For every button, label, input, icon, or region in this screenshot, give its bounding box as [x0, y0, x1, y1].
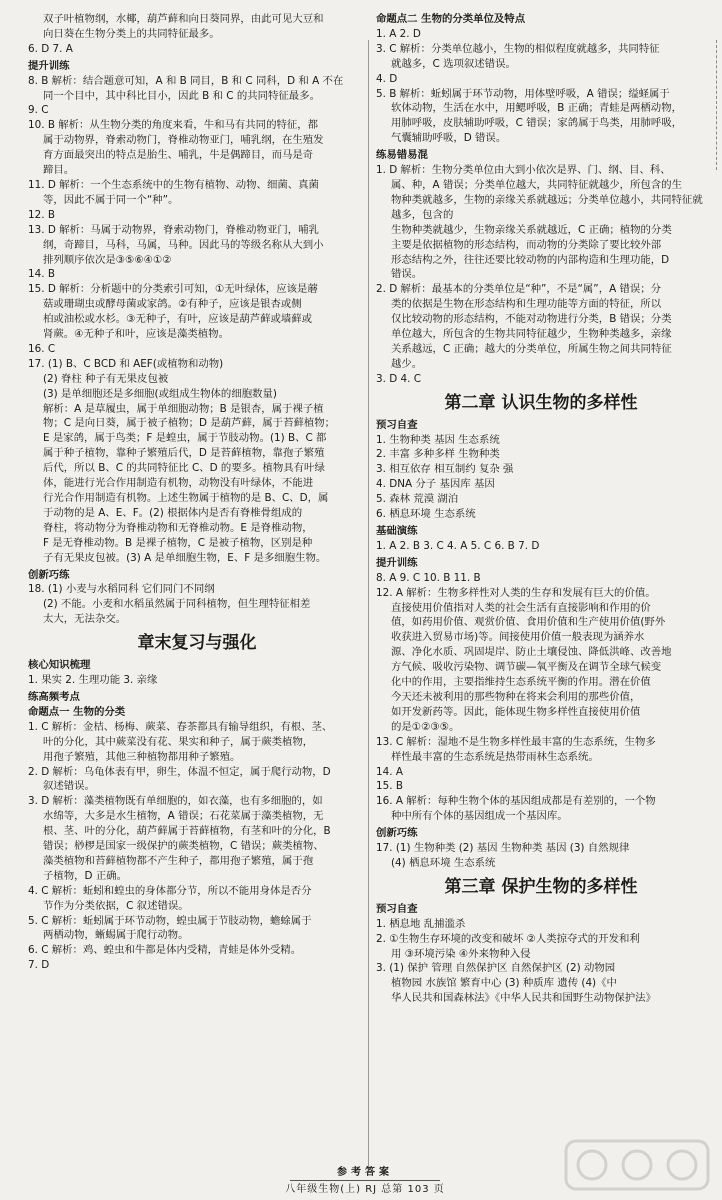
answer-line: 类的依据是生物在形态结构和生理功能等方面的特征，所以 — [391, 298, 662, 311]
answer-line: 6. D 7. A — [28, 42, 73, 55]
answer-line: 化中的作用，主要指维持生态系统平衡的作用。潜在价值 — [391, 676, 651, 689]
answer-line: 13. D 解析：马属于动物界，脊索动物门，脊椎动物亚门，哺乳 — [28, 223, 319, 236]
topic-heading: 命题点一 生物的分类 — [28, 705, 126, 718]
answer-line: 错误。 — [391, 268, 423, 281]
answer-line: 10. B 解析：从生物分类的角度来看，牛和马有共同的特征，都 — [28, 119, 319, 132]
answer-line: 收获进入贸易市场)等。间接使用价值一般表现为涵养水 — [391, 631, 645, 644]
answer-line: 3. D 4. C — [376, 372, 421, 385]
chapter-heading: 第三章 保护生物的多样性 — [444, 876, 638, 897]
answer-line: 如开发新药等。因此，能体现生物多样性直接使用价值 — [391, 705, 641, 718]
answer-line: 5. C 解析：蚯蚓属于环节动物，蝗虫属于节肢动物，蟾蜍属于 — [28, 914, 312, 927]
answer-line: 3. C 解析：分类单位越小，生物的相似程度就越多，共同特征 — [376, 42, 660, 55]
answer-line: 15. D 解析：分析题中的分类索引可知，①无叶绿体，应该是蘑 — [28, 283, 318, 296]
answer-line: 直接使用价值指对人类的社会生活有直接影响和作用的价 — [391, 601, 651, 614]
section-heading: 练高频考点 — [28, 690, 80, 703]
answer-line: 4. DNA 分子 基因库 基因 — [376, 478, 495, 491]
answer-line: 2. 丰富 多种多样 生物种类 — [376, 448, 500, 461]
watermark-stamp — [562, 1135, 712, 1195]
answer-line: 14. A — [376, 765, 403, 778]
answer-line: 6. 栖息环境 生态系统 — [376, 508, 476, 521]
answer-line: 12. B — [28, 208, 55, 221]
answer-line: 2. D 解析：最基本的分类单位是“种”，不是“属”，A 错误；分 — [376, 283, 662, 296]
answer-line: F 是无脊椎动物。B 是裸子植物，C 是被子植物，区别是种 — [43, 536, 313, 549]
answer-line: 用 ③环境污染 ④外来物种入侵 — [391, 947, 531, 960]
chapter-heading: 第二章 认识生物的多样性 — [444, 392, 638, 413]
answer-line: 叙述错误。 — [43, 780, 95, 793]
answer-line: 17. (1) B、C BCD 和 AEF(或植物和动物) — [28, 357, 224, 370]
answer-line: 1. A 2. B 3. C 4. A 5. C 6. B 7. D — [376, 539, 540, 552]
section-heading: 创新巧练 — [376, 827, 418, 840]
topic-heading: 命题点二 生物的分类单位及特点 — [376, 13, 526, 25]
answer-line: 17. (1) 生物种类 (2) 基因 生物种类 基因 (3) 自然规律 — [376, 842, 630, 855]
answer-line: 根、茎、叶的分化，葫芦藓属于苔藓植物，有茎和叶的分化，B — [43, 825, 331, 838]
answer-line: 属于种子植物，靠种子繁殖后代，D 是苔藓植物，靠孢子繁殖 — [43, 447, 325, 460]
answer-line: 用肺呼吸，皮肤辅助呼吸，C 错误；家鸽属于鸟类，用肺呼吸， — [391, 117, 683, 130]
answer-line: 属于动物界，脊索动物门，脊椎动物亚门，哺乳纲，在生殖发 — [43, 134, 324, 147]
answer-line: 双子叶植物纲，水椰，葫芦藓和向日葵同界，由此可见大豆和 — [43, 13, 324, 25]
answer-line: 主要是依据植物的形态结构，而动物的分类除了要比较外部 — [391, 238, 662, 251]
answer-line: 节作为分类依据，C 叙述错误。 — [43, 899, 189, 912]
answer-line: 行光合作用制造有机物。上述生物属于植物的是 B、C、D，属 — [43, 492, 329, 504]
answer-line: 1. C 解析：金桔、杨梅、蕨菜、春茶都具有输导组织，有根、茎、 — [28, 720, 333, 733]
section-heading: 预习自查 — [376, 418, 418, 431]
answer-line: 2. D 解析：乌龟体表有甲，卵生，体温不恒定，属于爬行动物，D — [28, 765, 331, 778]
answer-line: 物；C 是向日葵，属于被子植物；D 是葫芦藓，属于苔藓植物； — [43, 417, 336, 430]
answer-line: 9. C — [28, 104, 49, 117]
answer-line: 子植物，D 正确。 — [43, 869, 128, 882]
answer-line: 就越多，C 选项叙述错误。 — [391, 57, 516, 70]
answer-line: 纲，奇蹄目，马科，马属，马种。因此马的等级名称从大到小 — [43, 238, 324, 251]
answer-line: 后代，所以 B、C 的共同特征比 C、D 的要多。植物具有叶绿 — [43, 462, 325, 475]
answer-line: 12. A 解析：生物多样性对人类的生存和发展有巨大的价值。 — [376, 586, 656, 599]
answer-line: 解析：A 是草履虫，属于单细胞动物；B 是银杏，属于裸子植 — [43, 402, 324, 415]
answer-line: 同一个目中，其中科比目小，因此 B 和 C 的共同特征最多。 — [43, 89, 320, 102]
cut-line — [716, 40, 717, 170]
answer-line: 物种类就越多，生物的亲缘关系就越远；分类单位越小，共同特征就越多，包含的 — [391, 193, 703, 221]
answer-line: 蹄目。 — [43, 164, 75, 177]
answer-line: 关系越远，C 正确；越大的分类单位，所属生物之间共同特征 — [391, 342, 672, 355]
answer-line: 方气候、吸收污染物、调节碳—氧平衡及在调节全球气候变 — [391, 661, 662, 674]
answer-line: 于动物的是 A、E、F。(2) 根据体内是否有脊椎骨组成的 — [43, 506, 303, 519]
answer-line: 3. D 解析：藻类植物既有单细胞的，如衣藻，也有多细胞的，如 — [28, 795, 323, 808]
chapter-heading: 章末复习与强化 — [137, 633, 257, 654]
answer-line: 向日葵在生物分类上的共同特征最多。 — [43, 27, 220, 40]
answer-line: 今天还未被利用的那些物种在将来会利用的那些价值， — [391, 690, 641, 703]
answer-line: 华人民共和国森林法》《中华人民共和国野生动物保护法》 — [391, 992, 656, 1005]
answer-line: 生物种类就越少，生物亲缘关系就越近，C 正确；植物的分类 — [391, 223, 672, 236]
section-heading: 练易错易混 — [376, 149, 428, 162]
answer-line: 软体动物，生活在水中，用鳃呼吸，B 正确；青蛙是两栖动物， — [391, 102, 682, 115]
answer-line: 16. C — [28, 342, 56, 355]
answer-line: 太大，无法杂交。 — [43, 613, 127, 626]
answer-line: 脊柱，将动物分为脊椎动物和无脊椎动物。E 是脊椎动物， — [43, 521, 313, 534]
answer-line: 1. 生物种类 基因 生态系统 — [376, 433, 500, 446]
answer-line: 6. C 解析：鸡、蝗虫和牛都是体内受精，青蛙是体外受精。 — [28, 944, 302, 957]
answer-line: (3) 是单细胞还是多细胞(或组成生物体的细胞数量) — [43, 387, 277, 400]
answer-line: 1. 果实 2. 生理功能 3. 亲缘 — [28, 674, 158, 687]
answer-line: 5. B 解析：蚯蚓属于环节动物，用体壁呼吸，A 错误；缢蛏属于 — [376, 87, 670, 100]
left-column — [28, 12, 366, 973]
answer-line: 值，如药用价值、观赏价值、食用价值和生产使用价值(野外 — [391, 616, 666, 629]
answer-line: 7. D — [28, 959, 50, 972]
answer-line: 18. (1) 小麦与水稻同科 它们同门不同纲 — [28, 583, 215, 596]
answer-line: 5. 森林 荒漠 湖泊 — [376, 493, 459, 506]
section-heading: 核心知识梳理 — [28, 659, 91, 672]
answer-line: 等，因此不属于同一个“种”。 — [43, 193, 179, 206]
answer-line: 种中所有个体的基因组成一个基因库。 — [391, 810, 568, 823]
answer-line: 13. C 解析：湿地不是生物多样性最丰富的生态系统，生物多 — [376, 735, 656, 748]
answer-line: 子有无果皮包被。(3) A 是单细胞生物，E、F 是多细胞生物。 — [43, 551, 327, 564]
answer-line: 样性最丰富的生态系统是热带雨林生态系统。 — [391, 750, 599, 763]
answer-line: 单位越大，所包含的生物共同特征越少，生物种类越多，亲缘 — [391, 328, 672, 341]
answer-line: 1. D 解析：生物分类单位由大到小依次是界、门、纲、目、科、 — [376, 164, 671, 177]
answer-line: 植物园 水族馆 繁育中心 (3) 种质库 遗传 (4)《中 — [391, 977, 617, 990]
answer-line: 育方面最突出的特点是胎生、哺乳，牛是偶蹄目，而马是奇 — [43, 149, 314, 162]
answer-line: 形态结构之外，往往还要比较动物的内部构造和生理功能，D — [391, 253, 670, 266]
answer-line: 水绵等，大多是水生植物，A 错误；石花菜属于藻类植物，无 — [43, 810, 324, 823]
answer-line: 15. B — [376, 780, 403, 793]
answer-line: 气囊辅助呼吸，D 错误。 — [391, 132, 507, 145]
answer-line: 2. ①生物生存环境的改变和破坏 ②人类掠夺式的开发和利 — [376, 932, 640, 945]
answer-line: (2) 脊柱 种子有无果皮包被 — [43, 372, 169, 385]
column-divider — [368, 40, 369, 1170]
section-heading: 提升训练 — [376, 556, 418, 569]
answer-line: 藻类植物和苔藓植物都不产生种子，都用孢子繁殖，属于孢 — [43, 854, 314, 867]
footer-info: 八年级生物(上) RJ 总第 103 页 — [285, 1184, 445, 1195]
answer-line: 肾蕨。④无种子和叶，应该是藻类植物。 — [43, 328, 229, 341]
answer-line: 两栖动物，蜥蜴属于爬行动物。 — [43, 929, 189, 942]
section-heading: 创新巧练 — [28, 568, 70, 581]
answer-line: 8. B 解析：结合题意可知，A 和 B 同目，B 和 C 同科，D 和 A 不在 — [28, 74, 344, 87]
answer-line: 14. B — [28, 268, 55, 281]
answer-line: 柏或油松或水杉。③无种子，有叶，应该是葫芦藓或墙藓或 — [43, 313, 313, 326]
footer-rule — [290, 1180, 440, 1181]
answer-line: 4. D — [376, 72, 398, 85]
answer-line: 的是①②③⑤。 — [391, 720, 460, 733]
answer-line: 越少。 — [391, 357, 423, 370]
page-footer — [250, 1166, 480, 1196]
footer-title: 参考答案 — [337, 1167, 393, 1178]
answer-line: 菇或珊瑚虫或酵母菌或家鸽。②有种子，应该是银杏或侧 — [43, 298, 302, 311]
answer-line: 16. A 解析：每种生物个体的基因组成都是有差别的，一个物 — [376, 795, 656, 808]
answer-line: 属、种，A 错误；分类单位越大，共同特征就越少，所包含的生 — [391, 178, 682, 191]
answer-line: 4. C 解析：蚯蚓和蝗虫的身体都分节，所以不能用身体是否分 — [28, 884, 312, 897]
answer-line: 8. A 9. C 10. B 11. B — [376, 571, 481, 584]
answer-line: 源、净化水质、巩固堤岸、防止土壤侵蚀、降低洪峰、改善地 — [391, 646, 672, 659]
right-column — [376, 12, 706, 1006]
answer-line: 叶的分化，其中蕨菜没有花、果实和种子，属于蕨类植物， — [43, 735, 314, 748]
section-heading: 提升训练 — [28, 59, 70, 72]
section-heading: 预习自查 — [376, 902, 418, 915]
section-heading: 基础演练 — [376, 525, 418, 537]
answer-line: (2) 不能。小麦和水稻虽然属于同科植物，但生理特征相差 — [43, 598, 311, 611]
answer-line: E 是家鸽，属于鸟类；F 是蝗虫，属于节肢动物。(1) B、C 都 — [43, 432, 327, 445]
answer-line: (4) 栖息环境 生态系统 — [391, 856, 496, 869]
answer-line: 仅比较动物的形态结构，不能对动物进行分类，B 错误；分类 — [391, 313, 672, 326]
answer-line: 体，能进行光合作用制造有机物，动物没有叶绿体，不能进 — [43, 477, 314, 490]
answer-line: 用孢子繁殖，其他三种植物都用种子繁殖。 — [43, 750, 241, 763]
answer-line: 11. D 解析：一个生态系统中的生物有植物、动物、细菌、真菌 — [28, 178, 319, 191]
answer-line: 错误；桫椤是国家一级保护的蕨类植物，C 错误；蕨类植物、 — [43, 840, 324, 853]
answer-line: 3. 相互依存 相互制约 复杂 强 — [376, 463, 514, 476]
answer-line: 1. 栖息地 乱捕滥杀 — [376, 917, 466, 930]
answer-line: 1. A 2. D — [376, 27, 421, 40]
answer-line: 排列顺序依次是③⑤⑥④①② — [43, 253, 172, 266]
answer-line: 3. (1) 保护 管理 自然保护区 自然保护区 (2) 动物园 — [376, 962, 616, 975]
